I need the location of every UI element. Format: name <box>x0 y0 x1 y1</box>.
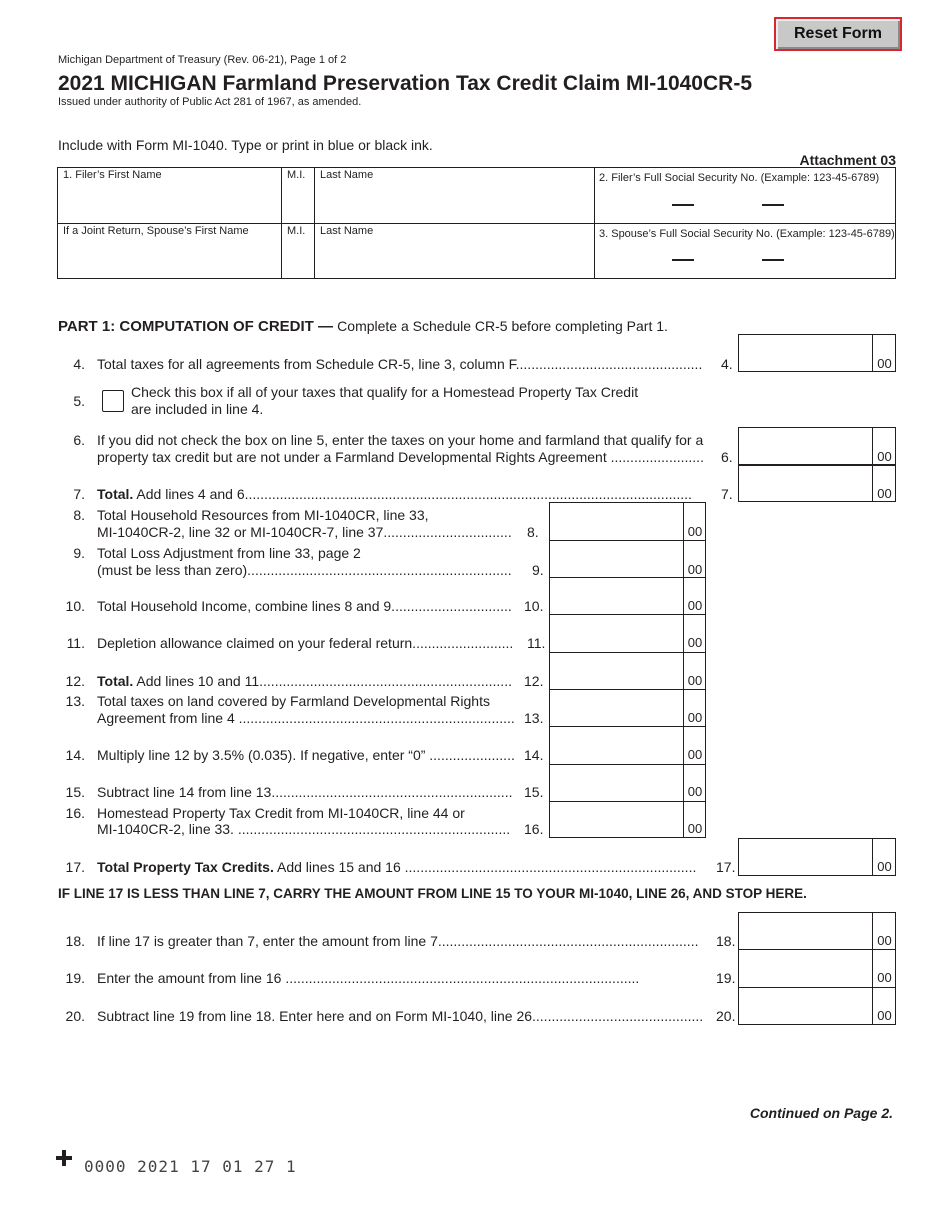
line8-label: Total Household Resources from MI-1040CR, line 33, <box>97 507 429 523</box>
line5-label: are included in line 4. <box>131 401 264 417</box>
line6-cents: 00 <box>877 449 892 464</box>
line20-amount-input[interactable] <box>739 988 871 1024</box>
line-number: 18. <box>65 933 85 949</box>
line8-amount-input[interactable] <box>550 503 682 539</box>
line15-label: Subtract line 14 from line 13.............................................................. <box>97 784 513 800</box>
line17-text: Add lines 15 and 16 ........................................................................... <box>273 859 697 875</box>
line-number: 14. <box>65 747 85 763</box>
line-ref: 18. <box>716 933 736 949</box>
include-instructions: Include with Form MI-1040. Type or print in blue or black ink. <box>58 137 433 153</box>
line20-label: Subtract line 19 from line 18. Enter here and on Form MI-1040, line 26............................................ <box>97 1008 704 1024</box>
line12-amount-input[interactable] <box>550 653 682 688</box>
line-ref: 15. <box>524 784 544 800</box>
line6-label: property tax credit but are not under a Farmland Developmental Rights Agreement ........................ <box>97 449 704 465</box>
filer-ssn-field[interactable]: 2. Filer’s Full Social Security No. (Example: 123-45-6789) <box>599 172 880 184</box>
line15-amount-input[interactable] <box>550 765 682 800</box>
line13-label: Agreement from line 4 ....................................................................... <box>97 710 515 726</box>
line-number: 11. <box>66 635 85 651</box>
filer-mi-field[interactable]: M.I. <box>287 169 306 181</box>
spouse-mi-field[interactable]: M.I. <box>287 225 306 237</box>
line5-checkbox[interactable] <box>102 390 124 412</box>
line-number: 9. <box>73 545 85 561</box>
line-ref: 7. <box>721 486 733 502</box>
line-number: 10. <box>65 598 85 614</box>
line11-label: Depletion allowance claimed on your federal return.......................... <box>97 635 514 651</box>
line9-label: Total Loss Adjustment from line 33, page 2 <box>97 545 361 561</box>
line6-label: If you did not check the box on line 5, enter the taxes on your home and farmland that qualify for a <box>97 432 704 448</box>
reset-form-button[interactable]: Reset Form <box>774 17 902 51</box>
line10-amount-input[interactable] <box>550 578 682 613</box>
line20-cents: 00 <box>877 1008 892 1023</box>
line12-bold: Total. <box>97 673 134 689</box>
line14-cents: 00 <box>687 747 703 762</box>
line-number: 16. <box>65 805 85 821</box>
line-ref: 20. <box>716 1008 736 1024</box>
line-ref: 19. <box>716 970 736 986</box>
line18-amount-input[interactable] <box>739 913 871 948</box>
part1-subtitle: Complete a Schedule CR-5 before completing Part 1. <box>337 318 668 334</box>
line12-text: Add lines 10 and 11................................................................. <box>133 673 512 689</box>
spouse-first-name-field[interactable]: If a Joint Return, Spouse’s First Name <box>63 225 249 237</box>
line18-cents: 00 <box>877 933 892 948</box>
line-ref: 10. <box>524 598 544 614</box>
line8-cents: 00 <box>687 524 703 539</box>
line14-label: Multiply line 12 by 3.5% (0.035). If negative, enter “0” ...................... <box>97 747 515 763</box>
line16-label: MI-1040CR-2, line 33. ...................................................................... <box>97 821 511 837</box>
line-ref: 17. <box>716 859 736 875</box>
line-number: 4. <box>73 356 85 372</box>
line-number: 5. <box>73 393 85 409</box>
form-revision: Michigan Department of Treasury (Rev. 06-21), Page 1 of 2 <box>58 54 347 66</box>
line-number: 8. <box>73 507 85 523</box>
line-number: 17. <box>65 859 85 875</box>
line-number: 19. <box>65 970 85 986</box>
line9-amount-input[interactable] <box>550 541 682 576</box>
line17-cents: 00 <box>877 859 892 874</box>
part1-heading <box>58 318 668 335</box>
line-ref: 16. <box>524 821 544 837</box>
line19-label: Enter the amount from line 16 ........................................................................................... <box>97 970 640 986</box>
line-ref: 8. <box>527 524 539 540</box>
plus-icon <box>56 1150 72 1166</box>
line-ref: 13. <box>524 710 544 726</box>
ssn-separator <box>672 204 694 206</box>
line15-cents: 00 <box>687 784 703 799</box>
grid-divider <box>281 167 282 279</box>
line-ref: 14. <box>524 747 544 763</box>
line19-cents: 00 <box>877 970 892 985</box>
ssn-separator <box>672 259 694 261</box>
page-title: 2021 MICHIGAN Farmland Preservation Tax Credit Claim MI-1040CR-5 <box>58 72 752 95</box>
line-ref: 9. <box>532 562 544 578</box>
form-code: 0000 2021 17 01 27 1 <box>84 1157 297 1176</box>
line16-amount-input[interactable] <box>550 802 682 837</box>
line-ref: 12. <box>524 673 544 689</box>
line13-amount-input[interactable] <box>550 690 682 725</box>
line7-bold: Total. <box>97 486 134 502</box>
line5-label: Check this box if all of your taxes that qualify for a Homestead Property Tax Credit <box>131 384 639 400</box>
ssn-separator <box>762 259 784 261</box>
line7-text: Add lines 4 and 6................................................................................................................... <box>133 486 692 502</box>
line-ref: 11. <box>527 635 546 651</box>
grid-divider <box>57 223 896 224</box>
line11-cents: 00 <box>687 635 703 650</box>
filer-first-name-field[interactable]: 1. Filer’s First Name <box>63 169 162 181</box>
line16-label: Homestead Property Tax Credit from MI-1040CR, line 44 or <box>97 805 465 821</box>
line-number: 12. <box>65 673 85 689</box>
ssn-separator <box>762 204 784 206</box>
line4-label: Total taxes for all agreements from Schedule CR-5, line 3, column F................................................ <box>97 356 703 372</box>
line13-cents: 00 <box>687 710 703 725</box>
line-number: 7. <box>73 486 85 502</box>
line7-cents: 00 <box>877 486 892 501</box>
line-number: 13. <box>65 693 85 709</box>
line12-cents: 00 <box>687 673 703 688</box>
line-ref: 6. <box>721 449 733 465</box>
grid-divider <box>594 167 595 279</box>
line17-label <box>97 859 696 876</box>
line17-warning: IF LINE 17 IS LESS THAN LINE 7, CARRY THE AMOUNT FROM LINE 15 TO YOUR MI-1040, LINE 26, AND STOP HERE. <box>58 886 807 901</box>
line16-cents: 00 <box>687 821 703 836</box>
line-number: 20. <box>65 1008 85 1024</box>
line18-label: If line 17 is greater than 7, enter the amount from line 7................................................................... <box>97 933 699 949</box>
authority-text: Issued under authority of Public Act 281 of 1967, as amended. <box>58 96 362 108</box>
line19-amount-input[interactable] <box>739 950 871 986</box>
spouse-last-name-field[interactable]: Last Name <box>320 225 374 237</box>
attachment-number: Attachment 03 <box>799 152 896 168</box>
grid-divider <box>314 167 315 279</box>
line8-label: MI-1040CR-2, line 32 or MI-1040CR-7, line 37................................. <box>97 524 512 540</box>
part1-title: PART 1: COMPUTATION OF CREDIT — <box>58 318 333 335</box>
line-ref: 4. <box>721 356 733 372</box>
line12-label <box>97 673 512 690</box>
filer-last-name-field[interactable]: Last Name <box>320 169 374 181</box>
line9-cents: 00 <box>687 562 703 577</box>
line9-label: (must be less than zero).................................................................... <box>97 562 512 578</box>
line14-amount-input[interactable] <box>550 727 682 763</box>
line17-bold: Total Property Tax Credits. <box>97 859 274 875</box>
line10-label: Total Household Income, combine lines 8 and 9............................... <box>97 598 512 614</box>
line10-cents: 00 <box>687 598 703 613</box>
line13-label: Total taxes on land covered by Farmland Developmental Rights <box>97 693 490 709</box>
spouse-ssn-field[interactable]: 3. Spouse’s Full Social Security No. (Example: 123-45-6789) <box>599 228 895 240</box>
line7-label <box>97 486 692 503</box>
continued-note: Continued on Page 2. <box>749 1105 893 1121</box>
line-number: 6. <box>73 432 85 448</box>
line4-cents: 00 <box>877 356 892 371</box>
line11-amount-input[interactable] <box>550 615 682 651</box>
line-number: 15. <box>65 784 85 800</box>
